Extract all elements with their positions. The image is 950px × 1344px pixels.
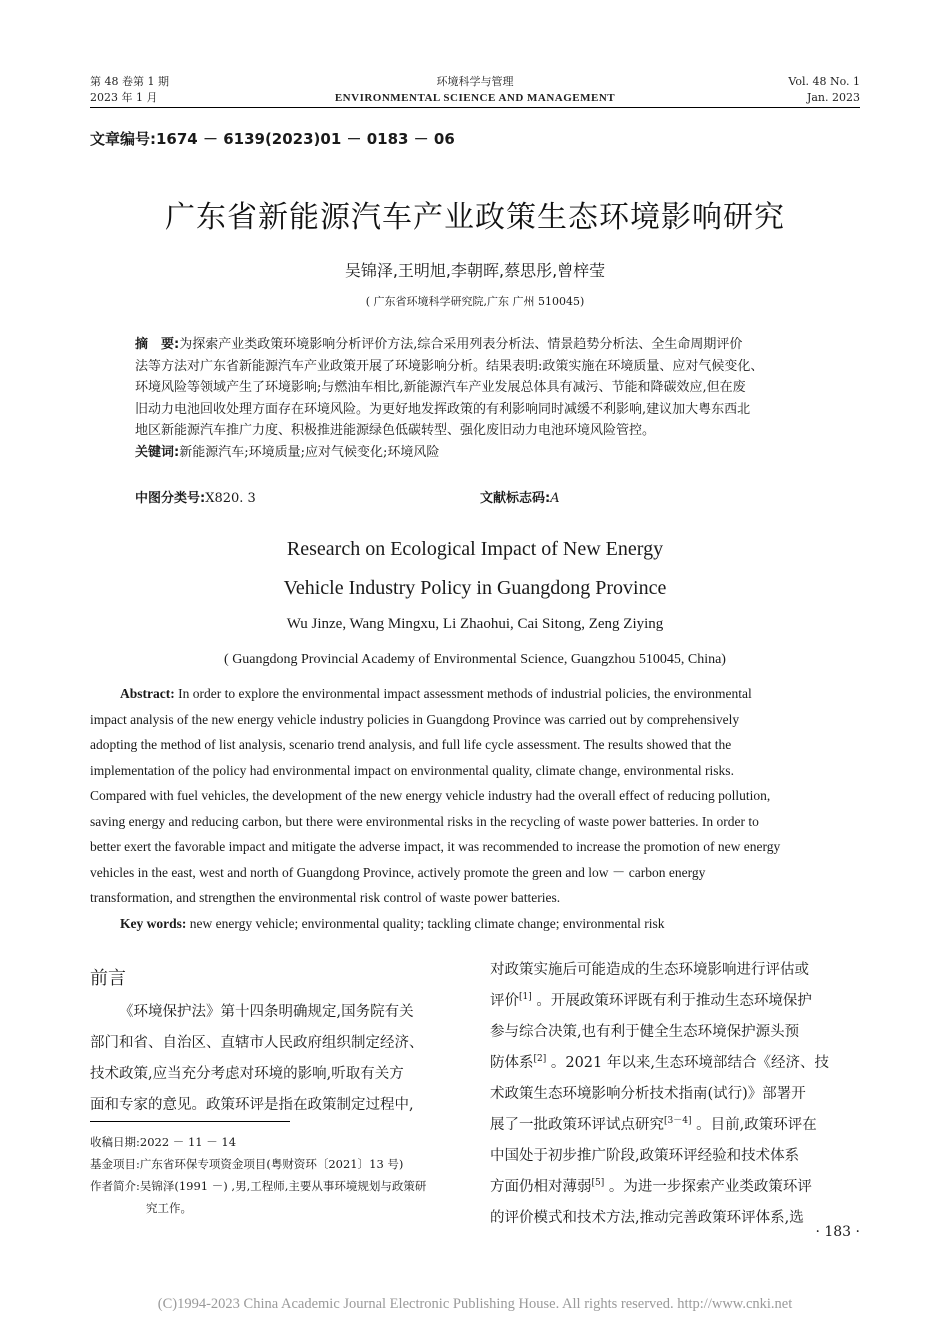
received-date: 收稿日期:2022 － 11 － 14 <box>90 1135 237 1149</box>
authors-cn: 吴锦泽,王明旭,李朝晖,蔡思彤,曾梓莹 <box>344 261 606 280</box>
abstract-cn-line: 环境风险等领域产生了环境影响;与燃油车相比,新能源汽车产业发展总体具有减污、节能和降碳效应,但在废 <box>135 380 746 395</box>
journal-name-en: ENVIRONMENTAL SCIENCE AND MANAGEMENT <box>334 92 616 104</box>
abstract-cn-line: 为探索产业类政策环境影响分析评价方法,综合采用列表分析法、情景趋势分析法、全生命周期评价 <box>179 337 743 352</box>
abstract-en-line: In order to explore the environmental impact assessment methods of industrial policies, the environmental <box>174 686 752 701</box>
body-line: 技术政策,应当充分考虑对环境的影响,听取有关方 <box>90 1066 404 1082</box>
classification-label: 中图分类号: <box>135 491 206 506</box>
abstract-en-line: implementation of the policy had environmental impact on environmental quality, climate change, environmental risks. <box>90 762 734 778</box>
abstract-cn-line: 法等方法对广东省新能源汽车产业政策开展了环境影响分析。结果表明:政策实施在环境质量、应对气候变化、 <box>135 358 764 374</box>
footnotes <box>90 1131 470 1219</box>
abstract-cn <box>135 334 825 463</box>
issue-date: 2023 年 1 月 <box>90 91 158 104</box>
fund-info: 基金项目:广东省环保专项资金项目(粤财资环〔2021〕13 号) <box>90 1157 404 1171</box>
keywords-cn: 新能源汽车;环境质量;应对气候变化;环境风险 <box>179 444 440 460</box>
classification <box>135 488 256 510</box>
document-code-value: A <box>550 491 560 506</box>
author-bio: 作者简介:吴锦泽(1991 －) ,男,工程师,主要从事环境规划与政策研 <box>90 1179 427 1193</box>
right-column <box>490 955 860 1234</box>
citation-ref[interactable]: [5] <box>591 1178 605 1189</box>
affiliation-cn: ( 广东省环境科学研究院,广东 广州 510045) <box>365 295 585 308</box>
abstract-en-line: vehicles in the east, west and north of Guangdong Province, actively promote the green and low － carbon energy <box>90 864 706 880</box>
header-center <box>275 74 675 106</box>
footnote-rule <box>90 1121 290 1122</box>
body-line: 展了一批政策环评试点研究[3－4] 。目前,政策环评在 <box>490 1116 817 1133</box>
section-title: 前言 <box>90 968 126 989</box>
citation-ref[interactable]: [2] <box>533 1054 547 1065</box>
article-number: 文章编号:1674 － 6139(2023)01 － 0183 － 06 <box>90 130 455 148</box>
body-line: 中国处于初步推广阶段,政策环评经验和技术体系 <box>490 1148 800 1164</box>
body-line: 防体系[2] 。2021 年以来,生态环境部结合《经济、技 <box>490 1054 829 1071</box>
abstract-en-line: impact analysis of the new energy vehicle industry policies in Guangdong Province was carried out by comprehensively <box>90 711 740 727</box>
left-column <box>90 997 460 1121</box>
keywords-en: new energy vehicle; environmental quality; tackling climate change; environmental risk <box>186 915 665 931</box>
title-cn: 广东省新能源汽车产业政策生态环境影响研究 <box>165 200 785 235</box>
body-line: 面和专家的意见。政策环评是指在政策制定过程中, <box>90 1097 414 1113</box>
document-code-label: 文献标志码: <box>480 491 551 506</box>
body-line: 参与综合决策,也有利于健全生态环境保护源头预 <box>490 1024 800 1040</box>
abstract-en-line: better exert the favorable impact and mitigate the adverse impact, it was recommended to increase the promotion of new energy <box>90 839 781 854</box>
title-en-line1: Research on Ecological Impact of New Energy <box>286 538 664 560</box>
volume-info: Vol. 48 No. 1 <box>788 75 860 88</box>
abstract-en-line: transformation, and strengthen the environmental risk control of waste power batteries. <box>90 890 561 905</box>
classification-value: X820. 3 <box>205 491 256 506</box>
abstract-cn-label: 摘 要: <box>135 337 180 352</box>
page-number: · 183 · <box>815 1224 860 1240</box>
abstract-en-line: adopting the method of list analysis, scenario trend analysis, and full life cycle assessment. The results showed that the <box>90 737 732 752</box>
abstract-en-label: Abstract: <box>120 686 175 701</box>
body-line: 术政策生态环境影响分析技术指南(试行)》部署开 <box>490 1086 806 1102</box>
abstract-en <box>90 681 860 936</box>
copyright-footer: (C)1994-2023 China Academic Journal Electronic Publishing House. All rights reserved. http://www.cnki.net <box>157 1296 793 1312</box>
header-left <box>90 74 169 106</box>
body-line: 的评价模式和技术方法,推动完善政策环评体系,选 <box>490 1210 804 1226</box>
issue-info: 第 48 卷第 1 期 <box>90 75 169 88</box>
body-line: 部门和省、自治区、直辖市人民政府组织制定经济、 <box>90 1035 424 1051</box>
header-right <box>660 74 860 106</box>
journal-name-cn: 环境科学与管理 <box>436 75 514 88</box>
abstract-en-line: Compared with fuel vehicles, the development of the new energy vehicle industry had the overall effect of reducing pollution, <box>90 788 771 803</box>
body-line: 《环境保护法》第十四条明确规定,国务院有关 <box>119 1004 414 1020</box>
abstract-cn-line: 旧动力电池回收处理方面存在环境风险。为更好地发挥政策的有利影响同时减缓不利影响,建议加大粤东西北 <box>135 401 751 417</box>
abstract-en-line: saving energy and reducing carbon, but there were environmental risks in the recycling of waste power batteries. In order to <box>90 813 759 829</box>
keywords-en-label: Key words: <box>120 915 187 931</box>
citation-ref[interactable]: [1] <box>519 992 532 1003</box>
body-line: 对政策实施后可能造成的生态环境影响进行评估或 <box>490 962 809 978</box>
author-bio-cont: 究工作。 <box>146 1201 192 1215</box>
body-line: 方面仍相对薄弱[5] 。为进一步探索产业类政策环评 <box>490 1178 812 1195</box>
body-line: 评价[1] 。开展政策环评既有利于推动生态环境保护 <box>490 992 812 1009</box>
authors-en: Wu Jinze, Wang Mingxu, Li Zhaohui, Cai Sitong, Zeng Ziying <box>286 616 664 632</box>
abstract-cn-line: 地区新能源汽车推广力度、积极推进能源绿色低碳转型、强化废旧动力电池环境风险管控。 <box>135 423 656 438</box>
header-rule <box>90 107 860 108</box>
title-en-line2: Vehicle Industry Policy in Guangdong Province <box>283 577 667 599</box>
volume-date: Jan. 2023 <box>806 91 860 104</box>
document-code <box>480 488 560 510</box>
citation-ref[interactable]: [3－4] <box>664 1116 692 1127</box>
affiliation-en: ( Guangdong Provincial Academy of Environmental Science, Guangzhou 510045, China) <box>224 652 726 667</box>
keywords-cn-label: 关键词: <box>135 444 180 460</box>
